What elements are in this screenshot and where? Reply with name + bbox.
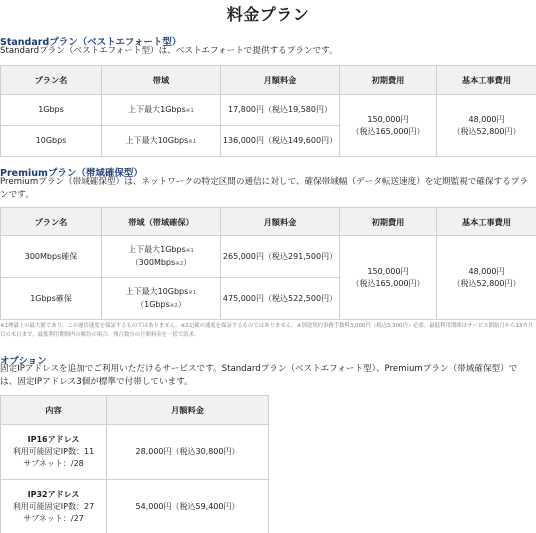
footnote-mark: ※1	[185, 247, 194, 254]
construction-fee-tax: （税込52,800円）	[452, 278, 521, 288]
initial-fee-tax: （税込165,000円）	[351, 278, 425, 288]
option-content	[1, 480, 107, 533]
column-header: 月額料金	[221, 66, 340, 95]
construction-fee	[437, 236, 536, 320]
guaranteed-bandwidth-close: ）	[177, 299, 186, 309]
guaranteed-bandwidth-close: ）	[183, 257, 192, 267]
column-header: 月額料金	[107, 396, 269, 425]
bandwidth-cell	[102, 278, 221, 320]
initial-fee-amount: 150,000円	[367, 114, 409, 124]
column-header: プラン名	[1, 66, 102, 95]
footnote-mark: ※1	[188, 289, 197, 296]
monthly-price: 17,800円（税込19,580円）	[221, 95, 340, 126]
option-description: 固定IPアドレスを追加でご利用いただけるサービスです。Standardプラン（ベストエフォート型）、Premiumプラン（帯域確保型）では、固定IPアドレス3個が標準で付帯しています。	[0, 364, 518, 387]
plan-name: 1Gbps確保	[1, 278, 102, 320]
initial-fee	[340, 95, 437, 157]
footnote-mark: ※1	[188, 138, 197, 145]
option-ip-count: 利用可能固定IP数：11	[12, 447, 95, 456]
bandwidth-value: 上下最大10Gbps	[125, 135, 189, 145]
footnote: ※1理論上の最大値であり、この通信速度を保証するものではありません。※2記載の速度を保証するものではありません。※別途契約事務手数料3,000円（税込3,300円）必要。最低利用期間はサービス開始月から13カ月目の末日まで。最低利用期間内の解約の場合、残月数分の月額料金を一括で請求。	[0, 323, 534, 338]
column-header: 月額料金	[221, 208, 340, 236]
bandwidth-value: 上下最大10Gbps	[125, 286, 189, 296]
standard-plan-description: Standardプラン（ベストエフォート型）は、ベストエフォートで提供するプランです。	[0, 46, 338, 56]
option-subnet: サブネット：/28	[23, 459, 84, 468]
premium-plan-description: Premiumプラン（帯域確保型）は、ネットワークの特定区間の通信に対して、確保帯域幅（データ転送速度）を定期監視で確保するプランです。	[0, 177, 528, 200]
column-header: 基本工事費用	[437, 208, 536, 236]
monthly-price: 136,000円（税込149,600円）	[221, 126, 340, 157]
construction-fee	[437, 95, 536, 157]
bandwidth-value: 上下最大1Gbps	[128, 244, 186, 254]
option-name: IP32アドレス	[27, 489, 80, 499]
construction-fee-amount: 48,000円	[468, 266, 505, 276]
page-title: 料金プラン	[226, 5, 310, 24]
table-header-row	[1, 66, 536, 95]
table-row	[1, 95, 536, 126]
column-header: 帯域	[102, 66, 221, 95]
initial-fee	[340, 236, 437, 320]
option-heading: オプション	[0, 356, 47, 367]
footnote-mark: ※2	[175, 260, 184, 267]
bandwidth-cell	[102, 126, 221, 157]
option-table	[0, 395, 269, 533]
bandwidth-cell	[102, 95, 221, 126]
table-row	[1, 236, 536, 278]
initial-fee-amount: 150,000円	[367, 266, 409, 276]
option-content	[1, 425, 107, 480]
plan-name: 1Gbps	[1, 95, 102, 126]
table-header-row	[1, 208, 536, 236]
plan-name: 300Mbps確保	[1, 236, 102, 278]
standard-plan-table	[0, 65, 536, 157]
initial-fee-tax: （税込165,000円）	[351, 126, 425, 136]
standard-plan-heading: Standardプラン（ベストエフォート型）	[0, 37, 182, 48]
table-row	[1, 480, 269, 533]
bandwidth-cell	[102, 236, 221, 278]
premium-plan-table	[0, 207, 536, 320]
guaranteed-bandwidth: （300Mbps	[130, 257, 176, 267]
footnote-mark: ※2	[169, 302, 178, 309]
premium-plan-heading: Premiumプラン（帯域確保型）	[0, 168, 143, 179]
option-subnet: サブネット：/27	[23, 513, 84, 523]
guaranteed-bandwidth: （1Gbps	[136, 299, 170, 309]
column-header: 内容	[1, 396, 107, 425]
bandwidth-value: 上下最大1Gbps	[128, 104, 186, 114]
monthly-price: 475,000円（税込522,500円）	[221, 278, 340, 320]
footnote-mark: ※1	[185, 107, 194, 114]
option-price: 28,000円（税込30,800円）	[107, 425, 269, 480]
construction-fee-amount: 48,000円	[468, 114, 505, 124]
table-row	[1, 425, 269, 480]
option-ip-count: 利用可能固定IP数：27	[12, 501, 95, 511]
option-price: 54,000円（税込59,400円）	[107, 480, 269, 533]
table-header-row	[1, 396, 269, 425]
option-name: IP16アドレス	[27, 435, 80, 444]
construction-fee-tax: （税込52,800円）	[452, 126, 521, 136]
column-header: 初期費用	[340, 66, 437, 95]
column-header: 初期費用	[340, 208, 437, 236]
monthly-price: 265,000円（税込291,500円）	[221, 236, 340, 278]
column-header: 基本工事費用	[437, 66, 536, 95]
column-header: プラン名	[1, 208, 102, 236]
column-header: 帯域（帯域確保）	[102, 208, 221, 236]
plan-name: 10Gbps	[1, 126, 102, 157]
